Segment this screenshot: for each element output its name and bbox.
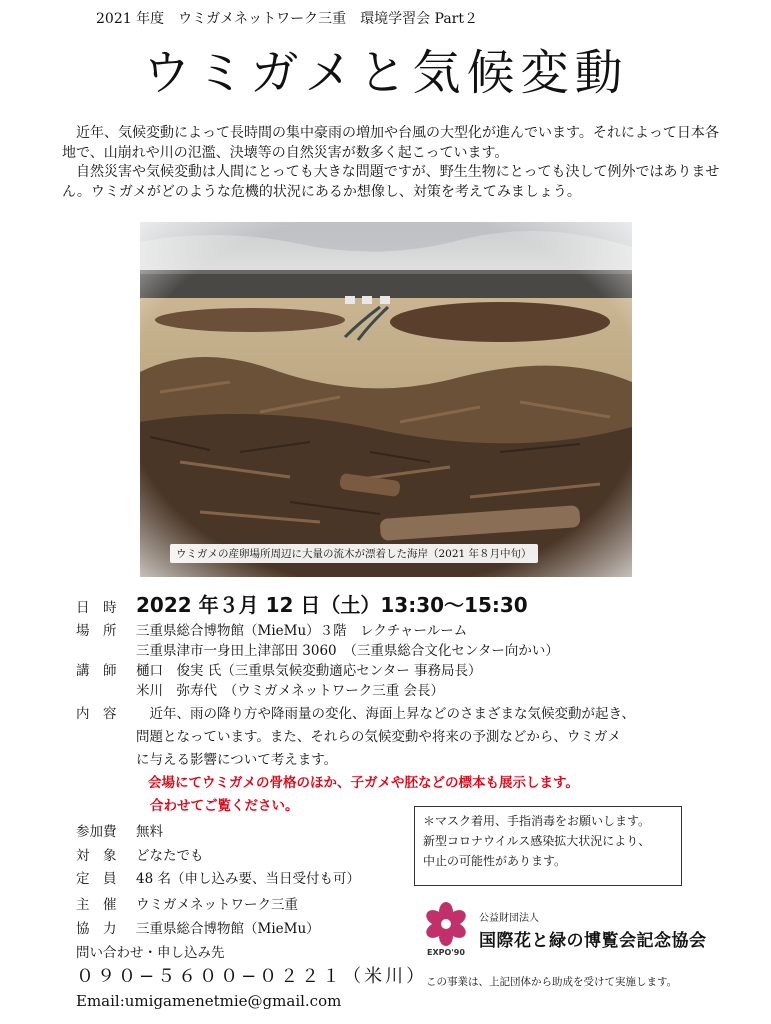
content-line-3: に与える影響について考えます。 <box>136 752 338 768</box>
notice-line-2: 新型コロナウイルス感染拡大状況により、 <box>423 834 651 848</box>
contact-phone[interactable]: ０９０−５６００−０２２１（米川） <box>76 966 428 987</box>
exhibit-highlight-2: 合わせてご覧ください。 <box>150 798 299 814</box>
content-line-2: 問題となっています。また、それらの気候変動や将来の予測などから、ウミガメ <box>136 729 621 745</box>
grant-statement: この事業は、上記団体から助成を受けて実施します。 <box>426 976 678 988</box>
lecturer-label: 講 師 <box>76 663 117 679</box>
target-value: どなたでも <box>136 848 204 864</box>
photo-illustration <box>140 222 632 577</box>
place-line-1: 三重県総合博物館（MieMu）３階 レクチャールーム <box>136 623 468 639</box>
fee-label: 参加費 <box>76 824 117 840</box>
beach-driftwood-photo <box>140 222 632 577</box>
capacity-label: 定 員 <box>76 871 117 887</box>
sponsor-name: 国際花と緑の博覧会記念協会 <box>479 931 707 951</box>
covid-notice-box <box>414 806 682 886</box>
place-line-2: 三重県津市一身田上津部田 3060 （三重県総合文化センター向かい） <box>136 643 559 659</box>
svg-text:EXPO'90: EXPO'90 <box>427 948 465 957</box>
lecturer-1: 樋口 俊実 氏（三重県気候変動適応センター 事務局長） <box>136 663 482 679</box>
expo90-logo-icon <box>420 900 472 958</box>
content-line-1: 近年、雨の降り方や降雨量の変化、海面上昇などのさまざまな気候変動が起き、 <box>136 706 635 722</box>
contact-email[interactable]: Email:umigamenetmie@gmail.com <box>76 992 342 1010</box>
host-value: ウミガメネットワーク三重 <box>136 897 298 913</box>
place-label: 場 所 <box>76 623 117 639</box>
notice-line-3: 中止の可能性があります。 <box>423 854 567 868</box>
intro-text <box>62 124 722 202</box>
target-label: 対 象 <box>76 848 117 864</box>
notice-line-1: ＊マスク着用、手指消毒をお願いします。 <box>423 814 651 828</box>
exhibit-highlight-1: 会場にてウミガメの骨格のほか、子ガメや胚などの標本も展示します。 <box>148 775 579 791</box>
sponsor-type: 公益財団法人 <box>479 913 539 924</box>
event-header: 2021 年度 ウミガメネットワーク三重 環境学習会 Part２ <box>96 11 478 27</box>
event-datetime: 2022 年３月 12 日（土）13:30〜15:30 <box>136 593 528 617</box>
photo-caption: ウミガメの産卵場所周辺に大量の流木が漂着した海岸（2021 年８月中旬） <box>170 544 538 563</box>
capacity-value: 48 名（申し込み要、当日受付も可） <box>136 871 360 887</box>
content-label: 内 容 <box>76 706 117 722</box>
datetime-label: 日 時 <box>76 600 117 616</box>
lecturer-2: 米川 弥寿代 （ウミガメネットワーク三重 会長） <box>136 683 445 699</box>
coop-value: 三重県総合博物館（MieMu） <box>136 921 320 937</box>
page-title: ウミガメと気候変動 <box>142 45 629 101</box>
fee-value: 無料 <box>136 824 163 840</box>
coop-label: 協 力 <box>76 921 117 937</box>
intro-paragraph-1: 近年、気候変動によって長時間の集中豪雨の増加や台風の大型化が進んでいます。それによって日本各地で、山崩れや川の氾濫、決壊等の自然災害が数多く起こっています。 <box>62 125 719 161</box>
host-label: 主 催 <box>76 897 117 913</box>
contact-label: 問い合わせ・申し込み先 <box>76 945 225 961</box>
intro-paragraph-2: 自然災害や気候変動は人間にとっても大きな問題ですが、野生生物にとっても決して例外ではありません。ウミガメがどのような危機的状況にあるか想像し、対策を考えてみましょう。 <box>62 164 720 200</box>
